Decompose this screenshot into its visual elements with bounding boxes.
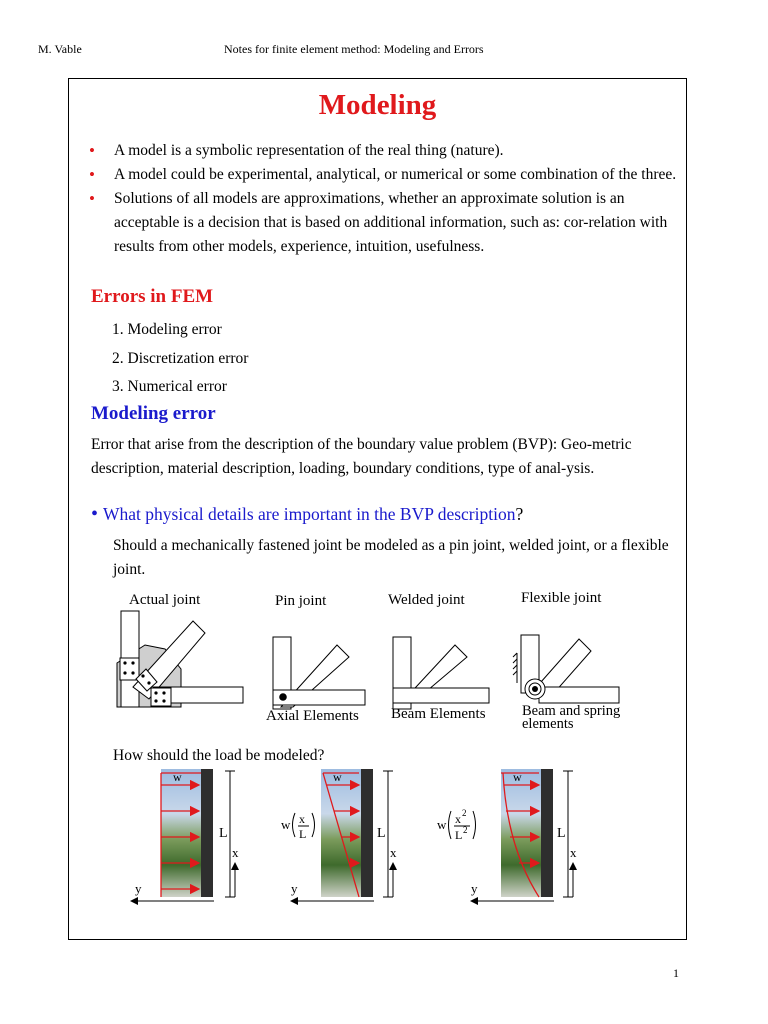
label-y: y [291, 881, 298, 896]
label-beam-spring: Beam and spring [522, 703, 621, 719]
bullet-marker: • [89, 165, 95, 184]
modeling-error-text: Error that arise from the description of the boundary value problem (BVP): Geo-metric description, material description, loading, boundary conditions, type of anal-ysis. [91, 436, 632, 477]
formula-num: x [455, 812, 461, 826]
pin-joint-figure [273, 637, 365, 709]
label-L: L [219, 826, 228, 841]
load-question: How should the load be modeled? [113, 747, 325, 764]
errors-heading: Errors in FEM [91, 286, 214, 307]
formula-w: w [281, 817, 291, 832]
bullet-text: Solutions of all models are approximations, whether an approximate solution is an acceptable is a decision that is based on additional information, such as: cor-relation with results from other models, experience, intuition, usefulness. [114, 190, 668, 255]
label-elements: elements [522, 716, 574, 732]
bvp-question [91, 503, 523, 526]
list-item: 2. Discretization error [112, 349, 249, 367]
label-L: L [377, 826, 386, 841]
label-x: x [390, 845, 397, 860]
joint-question: Should a mechanically fastened joint be modeled as a pin joint, welded joint, or a flexible joint. [113, 537, 669, 578]
label-w: w [333, 770, 342, 784]
formula-num: x [299, 812, 305, 826]
label-y: y [135, 881, 142, 896]
slide-frame [68, 78, 687, 940]
label-actual-joint: Actual joint [129, 592, 201, 608]
modeling-error-heading: Modeling error [91, 403, 216, 424]
bullet-marker: • [89, 189, 95, 208]
label-pin-joint: Pin joint [275, 593, 327, 609]
linear-load-figure [281, 769, 397, 901]
bullet-text: A model is a symbolic representation of the real thing (nature). [114, 142, 504, 159]
list-item: 1. Modeling error [112, 321, 222, 338]
formula-den: L [455, 828, 463, 842]
header-title: Notes for finite element method: Modeling and Errors [224, 42, 484, 56]
load-diagrams [69, 767, 686, 917]
label-axial-elements: Axial Elements [266, 708, 359, 724]
bullet-marker: • [89, 141, 95, 160]
page-number: 1 [673, 966, 679, 980]
formula-num-exp: 2 [462, 808, 467, 818]
question-text: What physical details are important in the BVP description [103, 504, 516, 524]
label-flexible-joint: Flexible joint [521, 590, 602, 606]
uniform-load-figure [131, 769, 239, 901]
label-x: x [232, 845, 239, 860]
actual-joint-figure [117, 611, 243, 707]
errors-list [112, 316, 248, 402]
formula-den-exp: 2 [463, 825, 468, 835]
slide-title: Modeling [318, 89, 437, 121]
bullet-text: A model could be experimental, analytical, or numerical or some combination of the three. [114, 166, 677, 183]
bullet-list [89, 139, 679, 259]
joint-diagrams [69, 599, 686, 719]
label-welded-joint: Welded joint [388, 592, 465, 608]
header-author: M. Vable [38, 42, 82, 56]
label-w: w [173, 770, 182, 784]
question-mark: ? [515, 504, 524, 524]
label-x: x [570, 845, 577, 860]
bullet-item [89, 187, 679, 259]
bullet-item [89, 139, 679, 163]
welded-joint-figure [393, 637, 489, 709]
bullet-marker: • [91, 503, 99, 525]
quadratic-load-figure [437, 769, 577, 901]
label-w: w [513, 770, 522, 784]
label-beam-elements: Beam Elements [391, 706, 486, 722]
formula-den: L [299, 827, 307, 841]
list-item: 3. Numerical error [112, 378, 227, 395]
label-L: L [557, 826, 566, 841]
label-y: y [471, 881, 478, 896]
bullet-item [89, 163, 679, 187]
flexible-joint-figure [513, 635, 619, 703]
formula-w: w [437, 817, 447, 832]
